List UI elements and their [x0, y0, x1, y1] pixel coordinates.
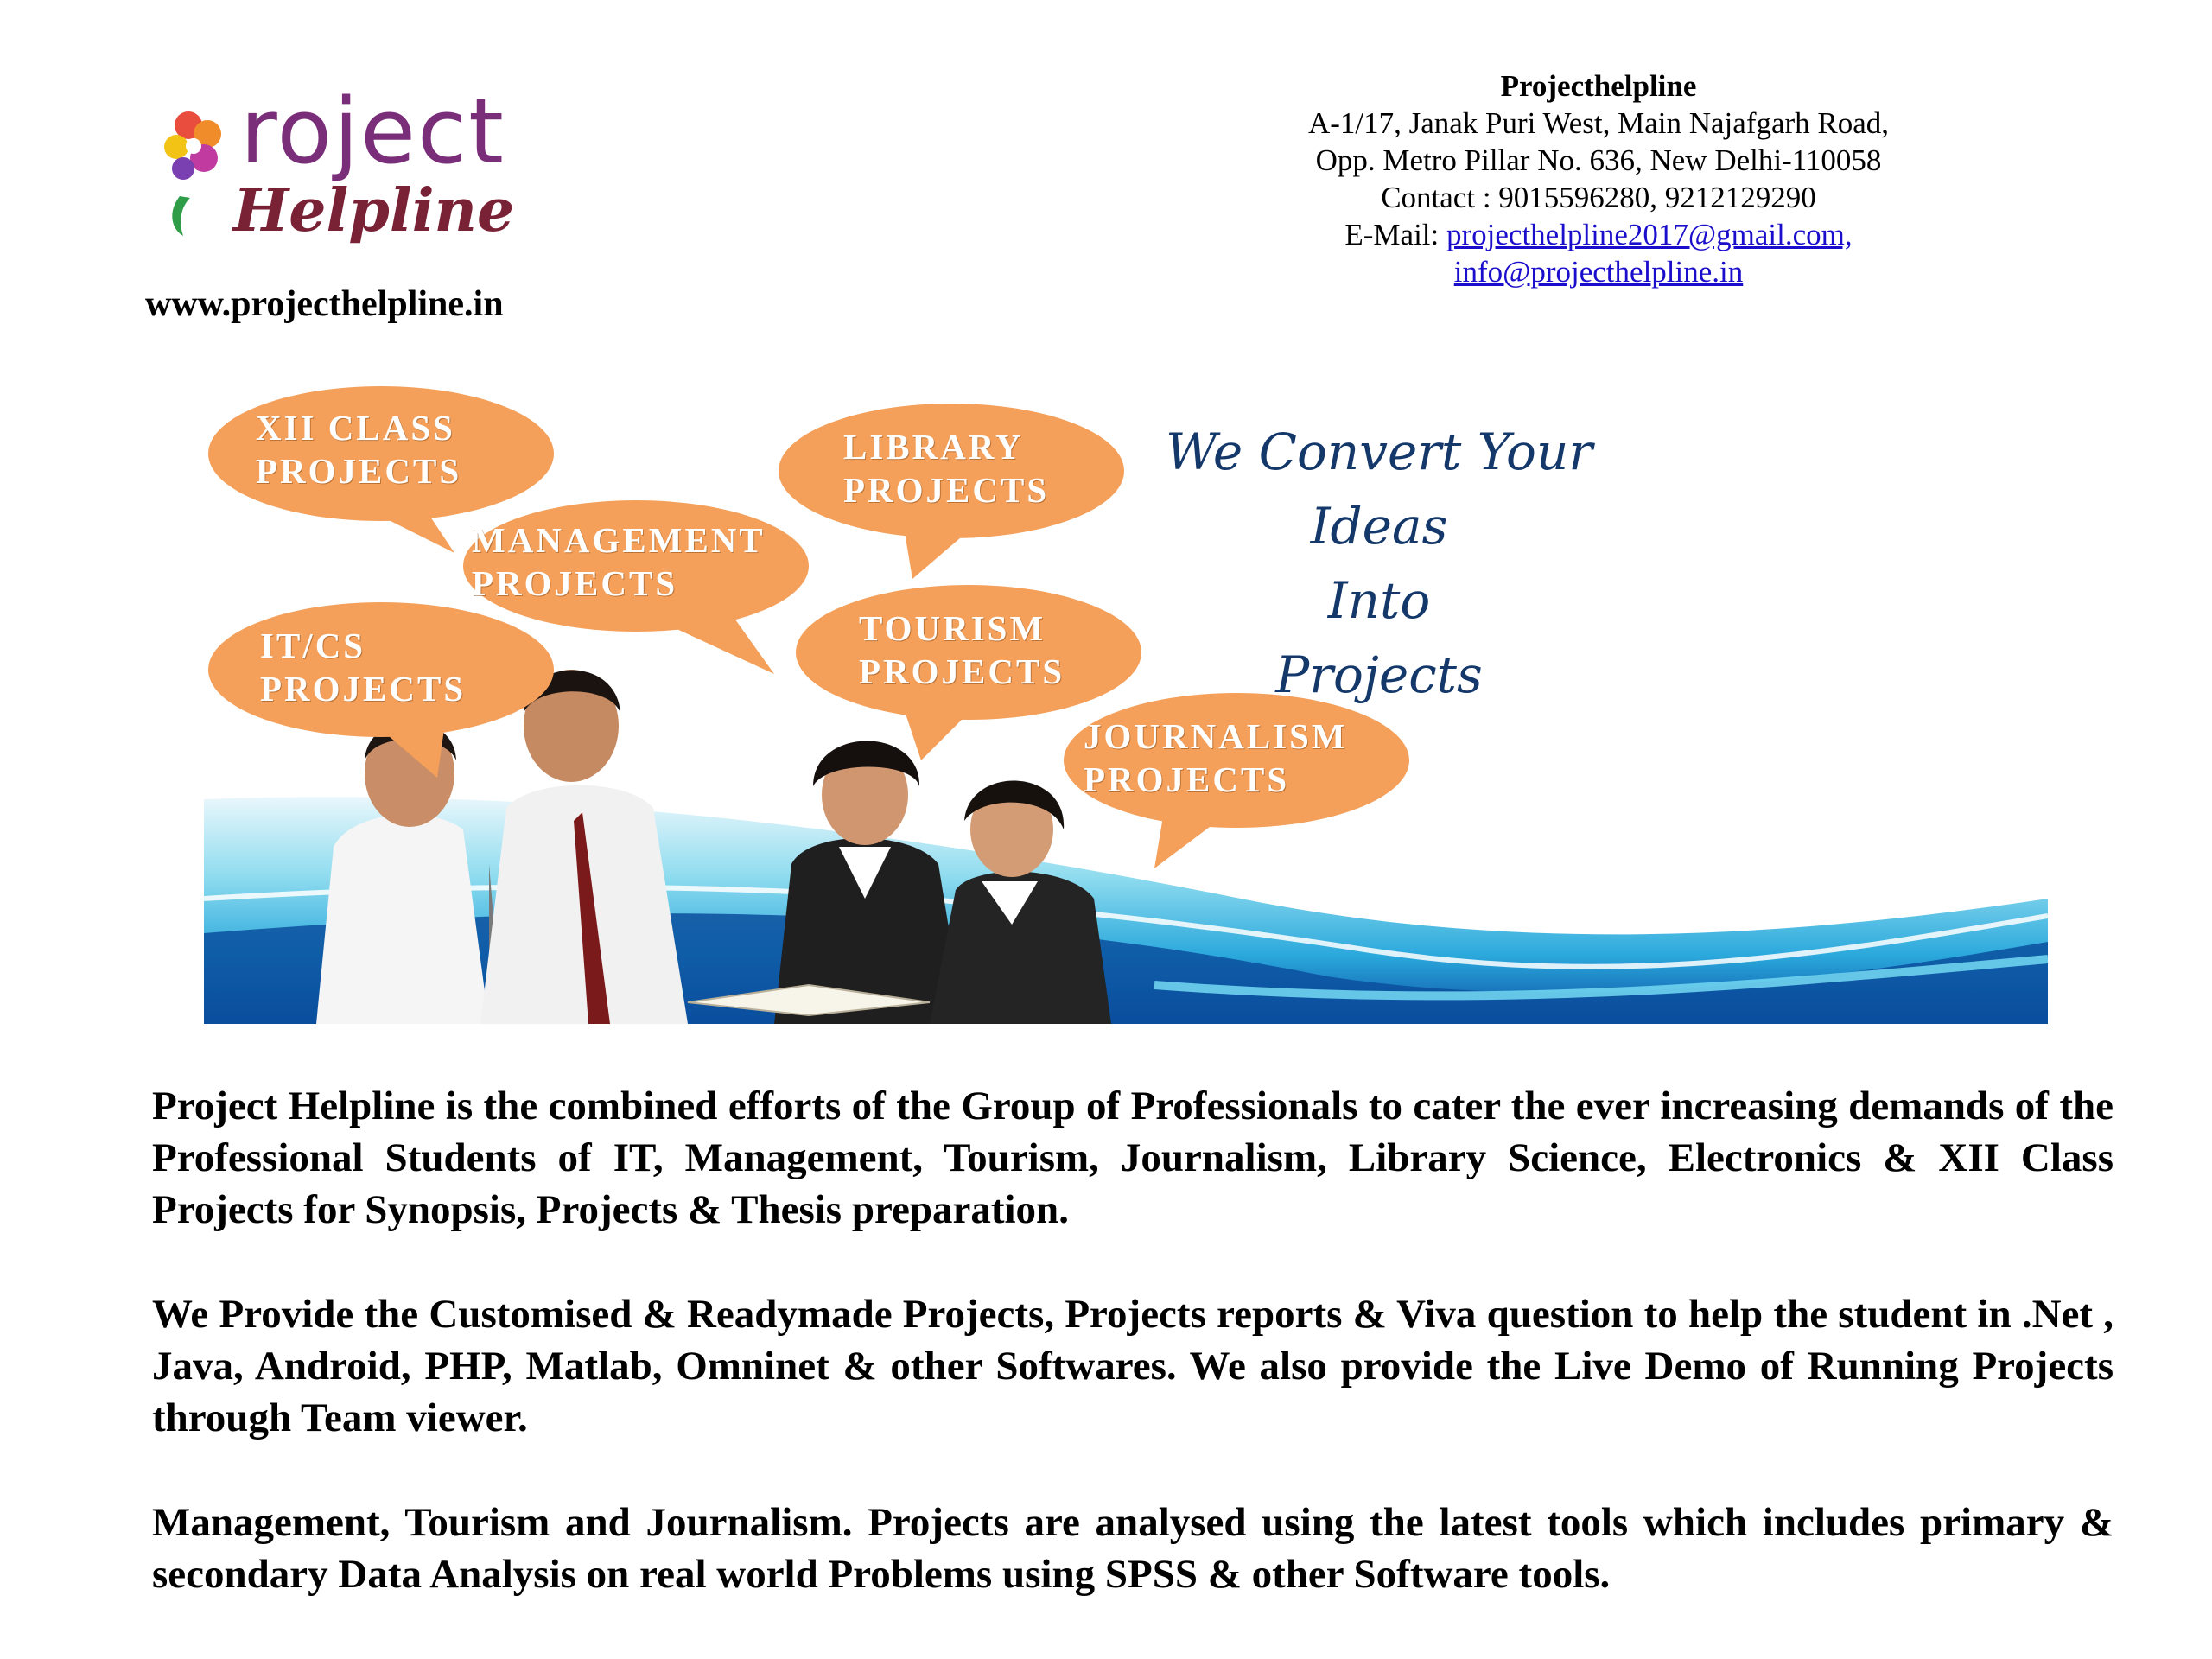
slogan-line-2: Into — [1327, 571, 1431, 630]
email-secondary-link[interactable]: info@projecthelpline.in — [1453, 255, 1744, 289]
email-label: E-Mail: — [1344, 218, 1446, 251]
email-row — [1210, 216, 1987, 253]
bubble-it-cs-line1: IT/CS — [260, 626, 366, 665]
logo-flower-icon — [164, 99, 233, 264]
address-line-1: A-1/17, Janak Puri West, Main Najafgarh Road, — [1307, 106, 1890, 140]
bubble-management-line1: MANAGEMENT — [472, 520, 766, 560]
bubble-management-line2: PROJECTS — [472, 563, 678, 603]
email-primary-link[interactable]: projecthelpline2017@gmail.com, — [1446, 218, 1853, 251]
bubble-it-cs — [204, 596, 558, 778]
slogan-line-1: We Convert Your Ideas — [1165, 423, 1593, 556]
slogan — [1137, 415, 1621, 712]
bubble-journalism-line2: PROJECTS — [1084, 760, 1290, 799]
analysis-paragraph: Management, Tourism and Journalism. Projects are analysed using the latest tools which includes primary & secondary Data Analysis on real world Problems using SPSS & other Software tools. — [152, 1500, 2113, 1597]
bubble-tourism-line1: TOURISM — [859, 608, 1046, 648]
contact-block — [1210, 67, 1987, 290]
bubble-library-line1: LIBRARY — [843, 427, 1024, 467]
phone-numbers: Contact : 9015596280, 9212129290 — [1381, 181, 1816, 214]
services-paragraph: We Provide the Customised & Readymade Projects, Projects reports & Viva question to help the student in .Net , Java, Android, PHP, Matlab, Omninet & other Softwares. We also provide the Live Demo of Running Projects through Team viewer. — [152, 1292, 2113, 1440]
bubble-journalism-line1: JOURNALISM — [1084, 716, 1348, 756]
slogan-line-3: Projects — [1275, 645, 1483, 704]
company-name: Projecthelpline — [1500, 69, 1697, 103]
bubble-library-line2: PROJECTS — [843, 470, 1050, 510]
bubble-xii-class-line2: PROJECTS — [256, 451, 462, 491]
banner-image — [204, 380, 2048, 1024]
logo-script: Helpline — [233, 176, 515, 245]
address-line-2: Opp. Metro Pillar No. 636, New Delhi-110058 — [1315, 143, 1882, 177]
bubble-library — [774, 397, 1128, 579]
bubble-xii-class-line1: XII CLASS — [256, 408, 455, 448]
logo-wordmark: roject — [240, 79, 505, 184]
website-link[interactable]: www.projecthelpline.in — [145, 284, 504, 324]
bubble-journalism — [1059, 687, 1414, 868]
intro-paragraph: Project Helpline is the combined efforts of the Group of Professionals to cater the ever increasing demands of the Professional Students of IT, Management, Tourism, Journalism, Library Science, Electronics & XII Class Projects for Synopsis, Projects & Thesis preparation. — [152, 1084, 2113, 1232]
bubble-tourism-line2: PROJECTS — [859, 652, 1065, 691]
project-helpline-logo — [164, 79, 527, 268]
bubble-it-cs-line2: PROJECTS — [260, 669, 467, 709]
